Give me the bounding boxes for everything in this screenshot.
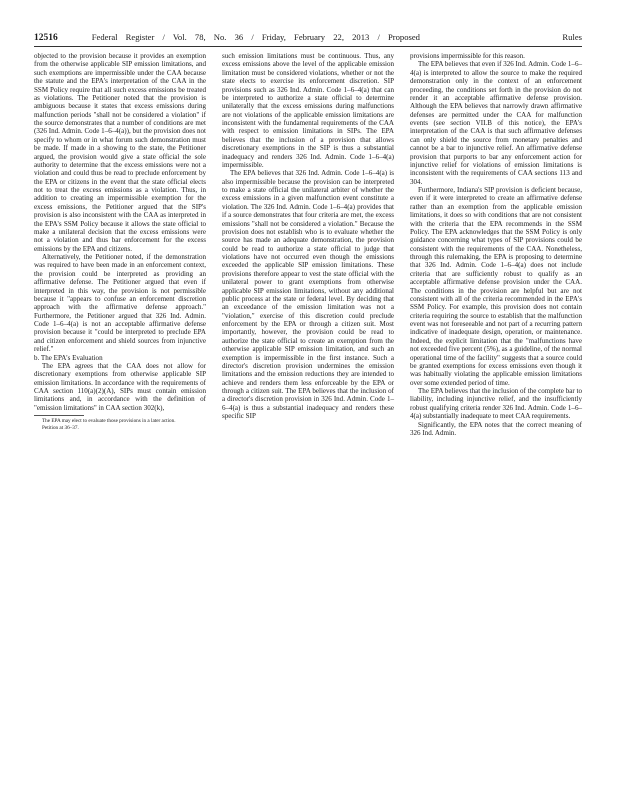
footnote: Petition at 36–37. [42, 424, 79, 431]
paragraph: such emission limitations must be continuous. Thus, any excess emissions above the level of the applicable emission limitation must be considered violations, whether or not the state elects to exercise its enforcement discretion. SIP provisions such as 326 Ind. Admin. Code 1–6–4(a) that can be interpreted to authorize a state official to determine unilaterally that the excess emissions during malfunctions are not violations of the applicable emission limitations are inconsistent with the fundamental requirements of the CAA with respect to emission limitations in SIPs. The EPA believes that the inclusion of a provision that allows discretionary exemptions in the SIP is thus a substantial inadequacy and renders 326 Ind. Admin. Code 1–6–4(a) impermissible. [222, 52, 394, 169]
column-middle [222, 52, 394, 421]
paragraph: The EPA agrees that the CAA does not allow for discretionary exemptions from otherwise applicable SIP emission limitations. In accordance with the requirements of CAA section 110(a)(2)(A), SIPs must contain emission limitations and, in accordance with the definition of "emission limitations" in CAA section 302(k), [34, 361, 206, 412]
paragraph: Furthermore, Indiana's SIP provision is deficient because, even if it were interpreted to create an affirmative defense rather than an exemption from the applicable emission limitations, it does so with conditions that are not consistent with the criteria that the EPA recommends in the SSM Policy. The EPA acknowledges that the SSM Policy is only guidance concerning what types of SIP provisions could be consistent with the requirements of the CAA. Nonetheless, through this rulemaking, the EPA is proposing to determine that 326 Ind. Admin. Code 1–6–4(a) does not include criteria that are sufficiently robust to qualify as an acceptable affirmative defense provision under the CAA. The conditions in the provision are helpful but are not consistent with all of the criteria recommended in the EPA's SSM Policy. For example, this provision does not contain criteria requiring the source to establish that the malfunction event was not foreseeable and not part of a recurring pattern indicative of inadequate design, operation, or maintenance. Indeed, the explicit limitation that the "malfunctions have not exceeded five percent (5%), as a guideline, of the normal operational time of the facility" suggests that a source could be granted exemptions for excess emissions even though it was habitually violating the applicable emission limitations over some extended period of time. [410, 186, 582, 387]
page-header [34, 32, 582, 46]
paragraph: objected to the provision because it provides an exemption from the otherwise applicable SIP emission limitations, and such exemptions are impermissible under the CAA because the statute and the EPA's interpretation of the CAA in the SSM Policy require that all such excess emissions be treated as violations. The Petitioner noted that the provision is ambiguous because it states that excess emissions during malfunction periods "shall not be considered a violation" if the source demonstrates that a number of conditions are met (326 Ind. Admin. Code 1–6–4(a)), but the provision does not specify to whom or in what forum such demonstration must be made. If made in a showing to the state, the Petitioner argued, the provision would give a state official the sole authority to determine that the excess emissions were not a violation and could thus be read to preclude enforcement by the EPA or citizens in the event that the state official elects not to treat the excess emissions as a violation. Thus, in addition to creating an impermissible exemption for the excess emissions, the Petitioner argued that the SIP's provision is also inconsistent with the CAA as interpreted in the EPA's SSM Policy because it allows the state official to make a unilateral decision that the excess emissions were not a violation and thus bar enforcement for the excess emissions by the EPA and citizens. [34, 52, 206, 253]
section-heading: b. The EPA's Evaluation [34, 353, 103, 362]
publication-line: Federal Register / Vol. 78, No. 36 / Friday, February 22, 2013 / Proposed [91, 32, 420, 42]
header-rule [34, 46, 582, 47]
page-number: 12516 [34, 33, 58, 43]
section-label: Rules [562, 32, 582, 42]
column-left [34, 52, 206, 431]
paragraph: The EPA believes that 326 Ind. Admin. Code 1–6–4(a) is also impermissible because the provision can be interpreted to make a state official the unilateral arbiter of whether the excess emissions in a given malfunction event constitute a violation. The 326 Ind. Admin. Code 1–6–4(a) provides that if a source demonstrates that four criteria are met, the excess emissions "shall not be considered a violation." Because the provision does not establish who is to evaluate whether the source has made an adequate demonstration, the provision could be read to authorize a state official to judge that violations have not occurred even though the emissions exceeded the applicable SIP emission limitations. These provisions therefore appear to vest the state official with the unilateral power to grant exemptions from otherwise applicable SIP emission limitations, without any additional public process at the state or federal level. By deciding that an exceedance of the emission limitation was not a "violation," exercise of this discretion could preclude enforcement by the EPA or through a citizen suit. Most importantly, however, the provision could be read to authorize the state official to create an exemption from the otherwise applicable SIP emission limitation, and such an exemption is impermissible in the first instance. Such a director's discretion provision undermines the emission limitations and the emission reductions they are intended to achieve and renders them less enforceable by the EPA or through a citizen suit. The EPA believes that the inclusion of a director's discretion provision in 326 Ind. Admin. Code 1–6–4(a) is thus a substantial inadequacy and renders these specific SIP [222, 169, 394, 421]
column-right [410, 52, 582, 437]
paragraph: provisions impermissible for this reason. [410, 52, 525, 60]
paragraph: Alternatively, the Petitioner noted, if the demonstration was required to have been made in an enforcement context, the provision could be interpreted as providing an affirmative defense. The Petitioner argued that even if interpreted in this way, the provision is not permissible because it "appears to confuse an enforcement discretion approach with the affirmative defense approach." Furthermore, the Petitioner argued that 326 Ind. Admin. Code 1–6–4(a) is not an acceptable affirmative defense provision because it "could be interpreted to preclude EPA and citizen enforcement and shield sources from injunctive relief." [34, 253, 206, 354]
paragraph: The EPA believes that the inclusion of the complete bar to liability, including injunctive relief, and the insufficiently robust qualifying criteria render 326 Ind. Admin. Code 1–6–4(a) substantially inadequate to meet CAA requirements. [410, 387, 582, 421]
paragraph: Significantly, the EPA notes that the correct meaning of 326 Ind. Admin. [410, 420, 582, 437]
paragraph: The EPA believes that even if 326 Ind. Admin. Code 1–6–4(a) is interpreted to allow the source to make the required demonstration only in the context of an enforcement proceeding, the conditions set forth in the provision do not render it an acceptable affirmative defense provision. Although the EPA believes that narrowly drawn affirmative defenses are permitted under the CAA for malfunction events (see section VII.B of this notice), the EPA's interpretation of the CAA is that such affirmative defenses can only shield the source from monetary penalties and cannot be a bar to injunctive relief. An affirmative defense provision that purports to bar any enforcement action for injunctive relief for violations of emission limitations is inconsistent with the requirements of CAA sections 113 and 304. [410, 60, 582, 186]
footnote: The EPA may elect to evaluate those provisions in a later action. [42, 418, 176, 425]
footnote-rule [34, 415, 84, 416]
